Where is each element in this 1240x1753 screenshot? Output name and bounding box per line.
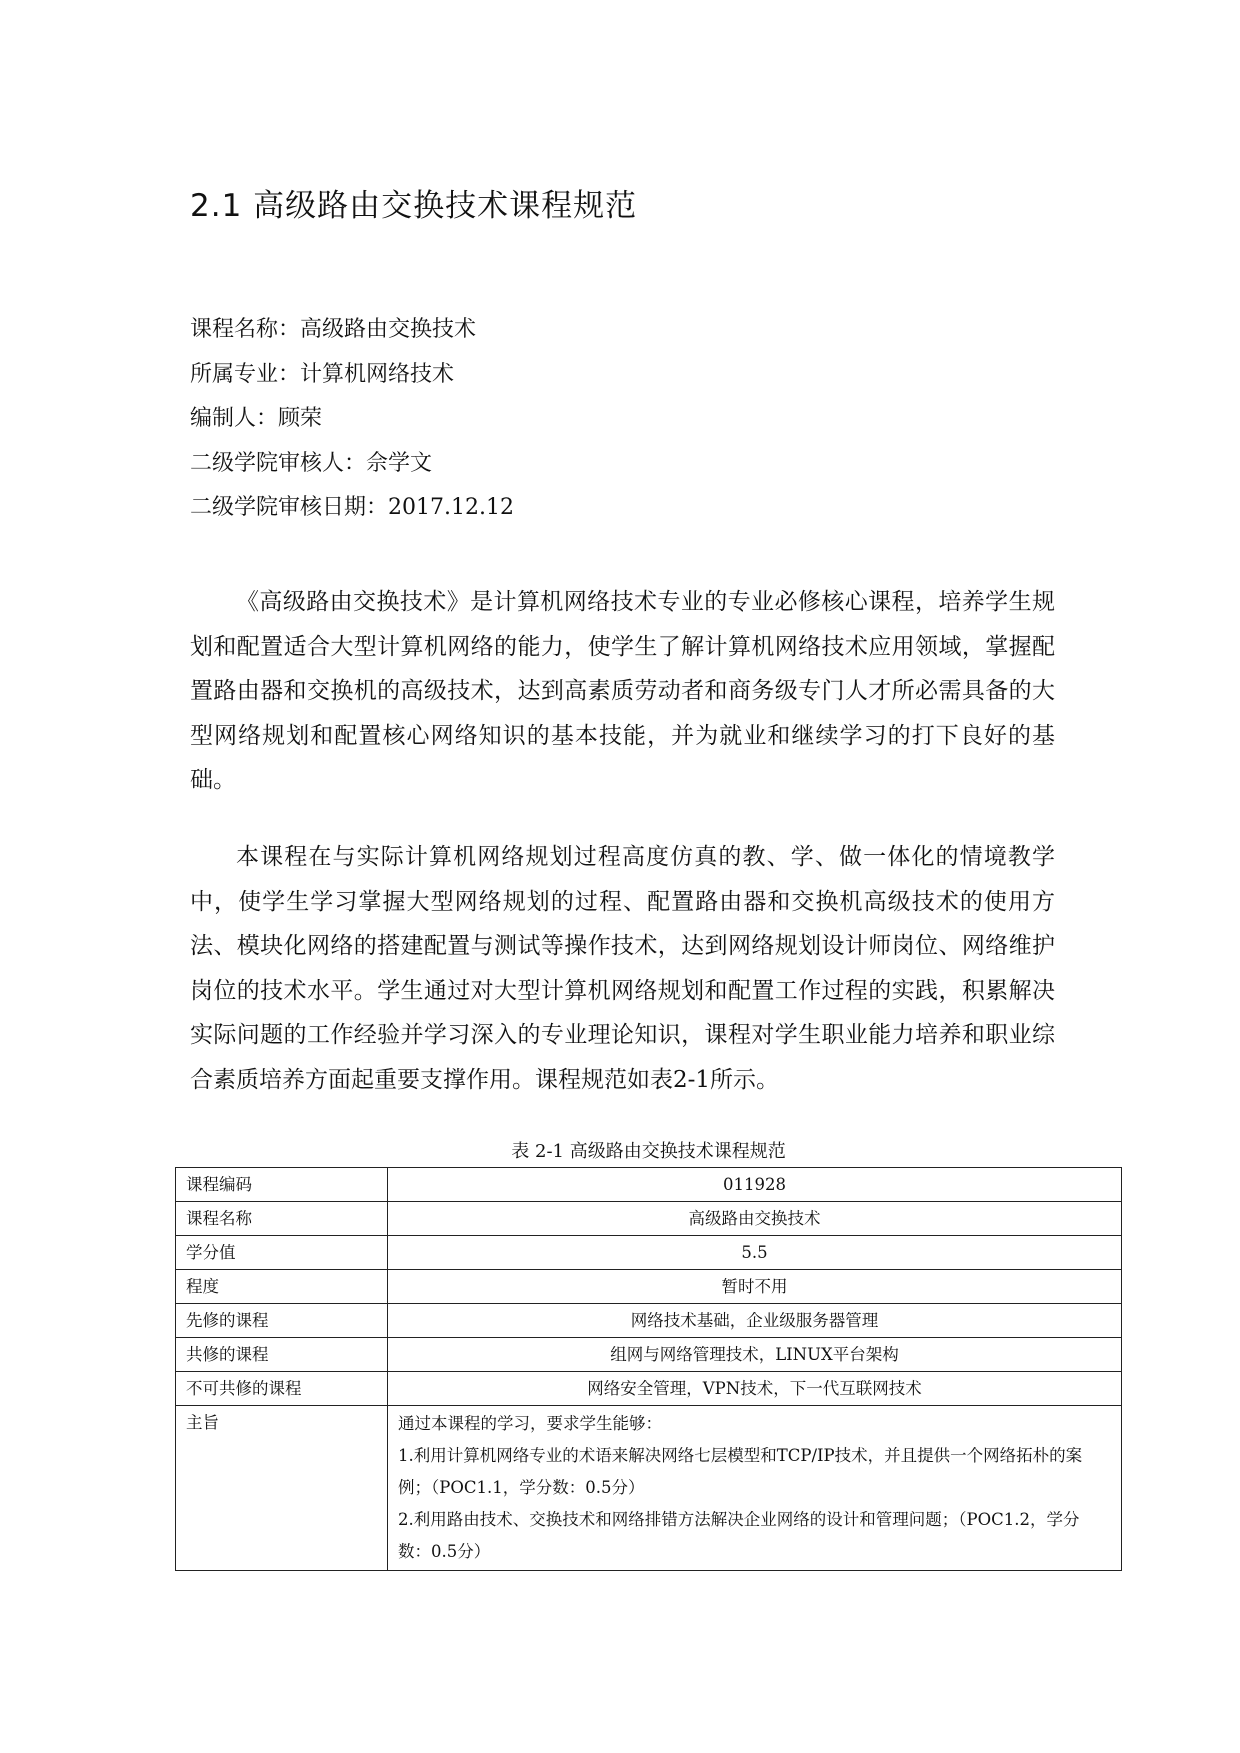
aims-content	[388, 1406, 1122, 1571]
table-row	[176, 1338, 1122, 1372]
intro-paragraph: 《高级路由交换技术》是计算机网络技术专业的专业必修核心课程，培养学生规划和配置适合大型计算机网络的能力，使学生了解计算机网络技术应用领域，掌握配置路由器和交换机的高级技术，达到高素质劳动者和商务级专门人才所必需具备的大型网络规划和配置核心网络知识的基本技能，并为就业和继续学习的打下良好的基础。	[190, 589, 1055, 793]
aims-label: 主旨	[176, 1406, 388, 1571]
aims-intro: 通过本课程的学习，要求学生能够：	[398, 1414, 662, 1433]
table-caption: 表 2-1 高级路由交换技术课程规范	[511, 1141, 786, 1162]
table-row	[176, 1168, 1122, 1202]
table-row	[176, 1372, 1122, 1406]
review-date-line: 二级学院审核日期：2017.12.12	[190, 495, 514, 520]
page-title: 2.1 高级路由交换技术课程规范	[190, 188, 638, 224]
row-value: 网络安全管理，VPN技术，下一代互联网技术	[388, 1372, 1122, 1406]
row-label: 课程编码	[176, 1168, 388, 1202]
table-row	[176, 1202, 1122, 1236]
aims-item-1: 1.利用计算机网络专业的术语来解决网络七层模型和TCP/IP技术，并且提供一个网络拓朴的案例；（POC1.1，学分数：0.5分）	[398, 1446, 1083, 1497]
row-label: 先修的课程	[176, 1304, 388, 1338]
description-paragraph: 本课程在与实际计算机网络规划过程高度仿真的教、学、做一体化的情境教学中，使学生学习掌握大型网络规划的过程、配置路由器和交换机高级技术的使用方法、模块化网络的搭建配置与测试等操作技术，达到网络规划设计师岗位、网络维护岗位的技术水平。学生通过对大型计算机网络规划和配置工作过程的实践，积累解决实际问题的工作经验并学习深入的专业理论知识，课程对学生职业能力培养和职业综合素质培养方面起重要支撑作用。课程规范如表2-1所示。	[190, 844, 1055, 1093]
row-label: 学分值	[176, 1236, 388, 1270]
row-label: 课程名称	[176, 1202, 388, 1236]
table-row	[176, 1304, 1122, 1338]
row-label: 不可共修的课程	[176, 1372, 388, 1406]
aims-item-2: 2.利用路由技术、交换技术和网络排错方法解决企业网络的设计和管理问题；（POC1.2，学分数：0.5分）	[398, 1510, 1080, 1561]
course-name-line: 课程名称：高级路由交换技术	[190, 317, 477, 342]
table-row	[176, 1236, 1122, 1270]
row-value: 组网与网络管理技术，LINUX平台架构	[388, 1338, 1122, 1372]
row-label: 程度	[176, 1270, 388, 1304]
course-spec-table	[175, 1167, 1122, 1571]
reviewer-line: 二级学院审核人：佘学文	[190, 450, 433, 476]
row-value: 网络技术基础，企业级服务器管理	[388, 1304, 1122, 1338]
course-meta	[190, 308, 514, 531]
row-value: 011928	[388, 1168, 1122, 1202]
row-value: 5.5	[388, 1236, 1122, 1270]
row-value: 高级路由交换技术	[388, 1202, 1122, 1236]
major-line: 所属专业：计算机网络技术	[190, 361, 455, 387]
table-row	[176, 1270, 1122, 1304]
author-line: 编制人：顾荣	[190, 406, 323, 431]
row-value: 暂时不用	[388, 1270, 1122, 1304]
table-row-aims	[176, 1406, 1122, 1571]
row-label: 共修的课程	[176, 1338, 388, 1372]
